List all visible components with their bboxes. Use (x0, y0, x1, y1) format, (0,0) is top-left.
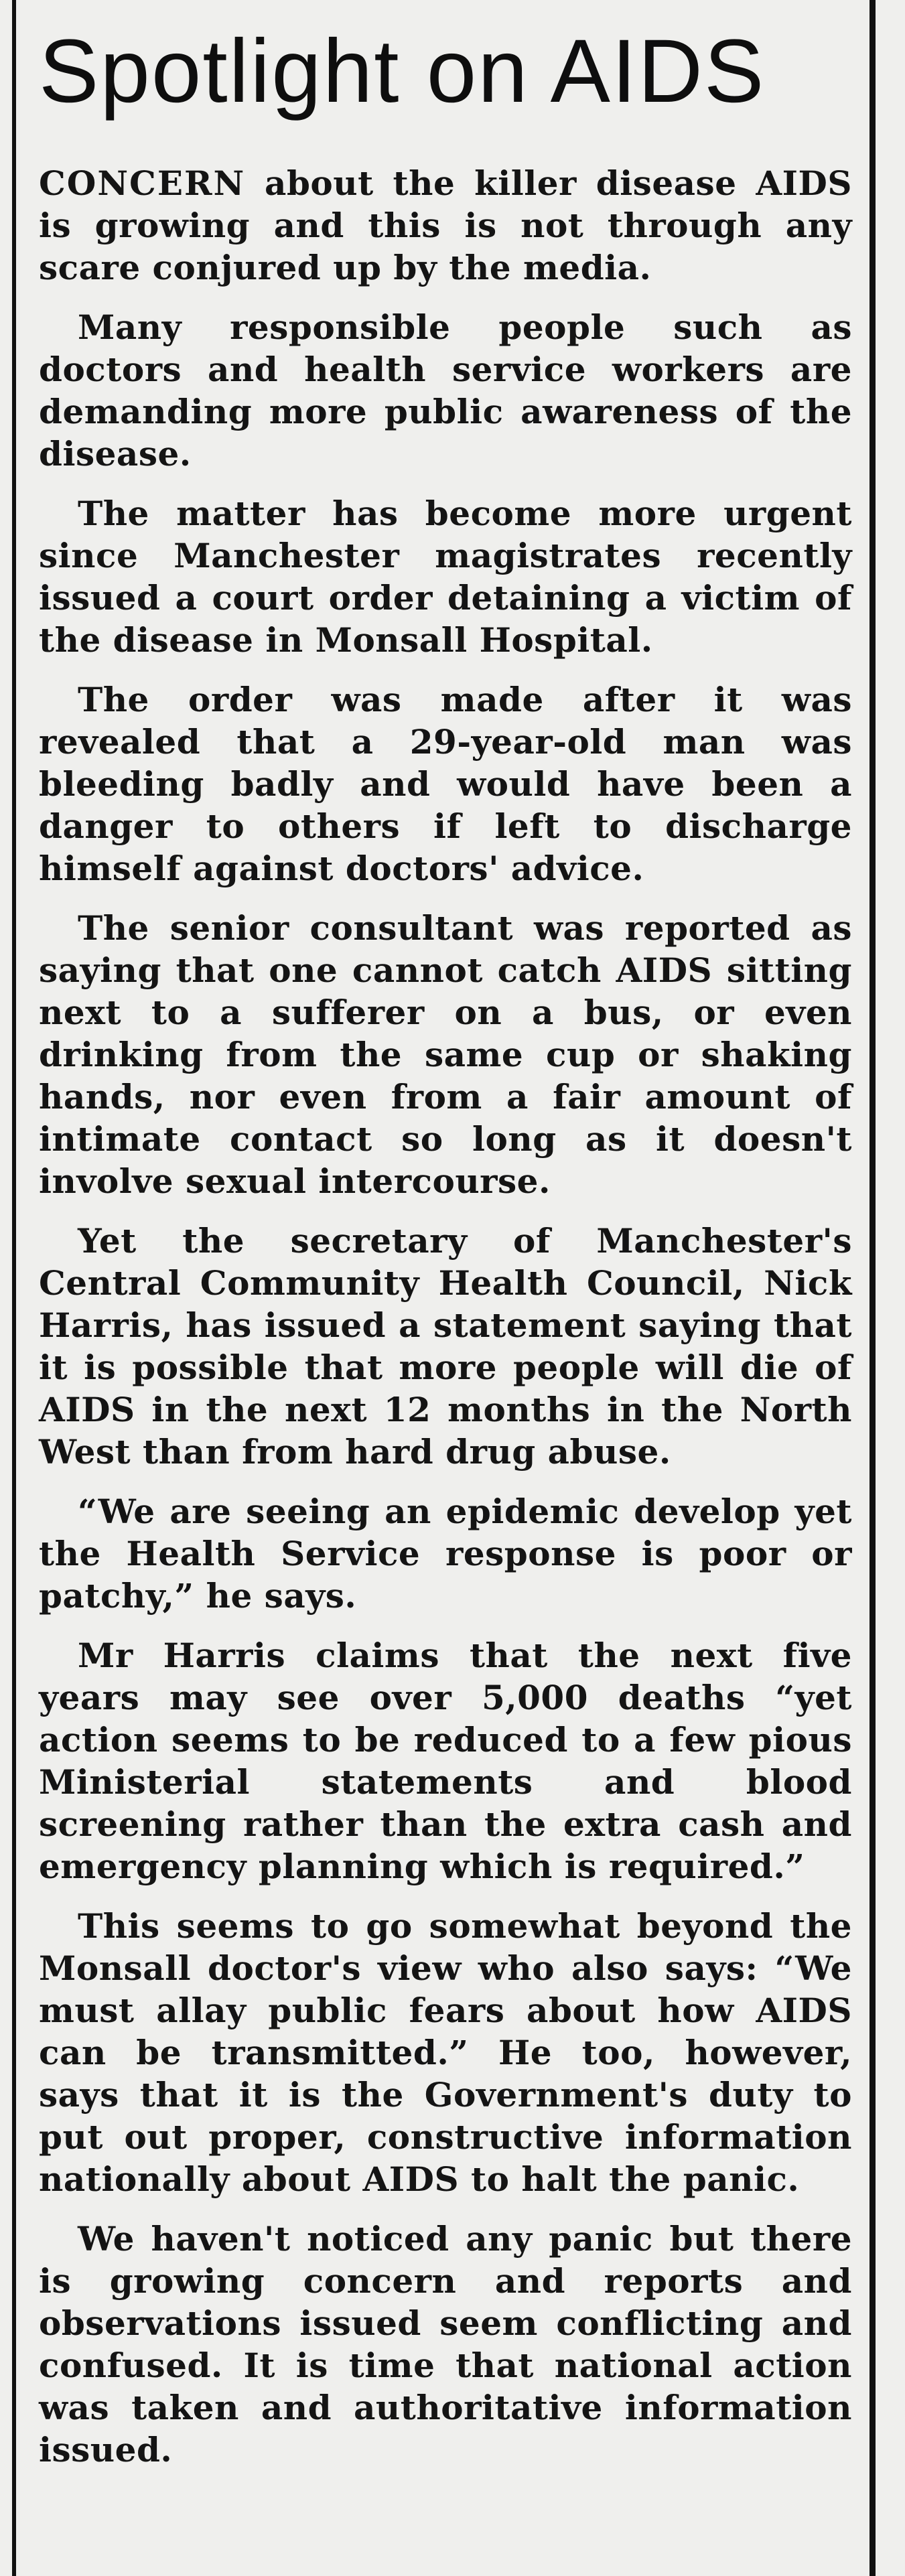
lead-word: CONCERN (39, 163, 246, 203)
headline: Spotlight on AIDS (39, 21, 766, 121)
paragraph-1 (39, 162, 852, 289)
paragraph-7: “We are seeing an epidemic develop yet the Health Service response is poor or patchy,” he says. (39, 1492, 852, 1616)
paragraph-2: Many responsible people such as doctors and health service workers are demanding more public awareness of the disease. (39, 307, 852, 474)
paragraph-8: Mr Harris claims that the next five years may see over 5,000 deaths “yet action seems to be reduced to a few pious Ministerial statements and blood screening rather than the extra cash and emergency planning which is required.” (39, 1636, 852, 1886)
paragraph-1-text: about the killer disease AIDS is growing and this is not through any scare conjured up by the media. (39, 163, 852, 287)
paragraph-6: Yet the secretary of Manchester's Central Community Health Council, Nick Harris, has issued a statement saying that it is possible that more people will die of AIDS in the next 12 months in the North West than from hard drug abuse. (39, 1221, 852, 1472)
column-rule-right (869, 0, 876, 2576)
article (39, 21, 852, 2488)
paragraph-4: The order was made after it was revealed that a 29-year-old man was bleeding badly and would have been a danger to others if left to discharge himself against doctors' advice. (39, 680, 852, 888)
article-body (39, 162, 852, 2471)
paragraph-3: The matter has become more urgent since Manchester magistrates recently issued a court order detaining a victim of the disease in Monsall Hospital. (39, 494, 852, 660)
paragraph-9: This seems to go somewhat beyond the Monsall doctor's view who also says: “We must allay public fears about how AIDS can be transmitted.” He too, however, says that it is the Government's duty to put out proper, constructive information nationally about AIDS to halt the panic. (39, 1906, 852, 2199)
paragraph-10: We haven't noticed any panic but there is growing concern and reports and observations issued seem conflicting and confused. It is time that national action was taken and authoritative information issued. (39, 2219, 852, 2470)
paragraph-5: The senior consultant was reported as saying that one cannot catch AIDS sitting next to a sufferer on a bus, or even drinking from the same cup or shaking hands, nor even from a fair amount of intimate contact so long as it doesn't involve sexual intercourse. (39, 908, 852, 1201)
column-rule-left (12, 0, 16, 2576)
